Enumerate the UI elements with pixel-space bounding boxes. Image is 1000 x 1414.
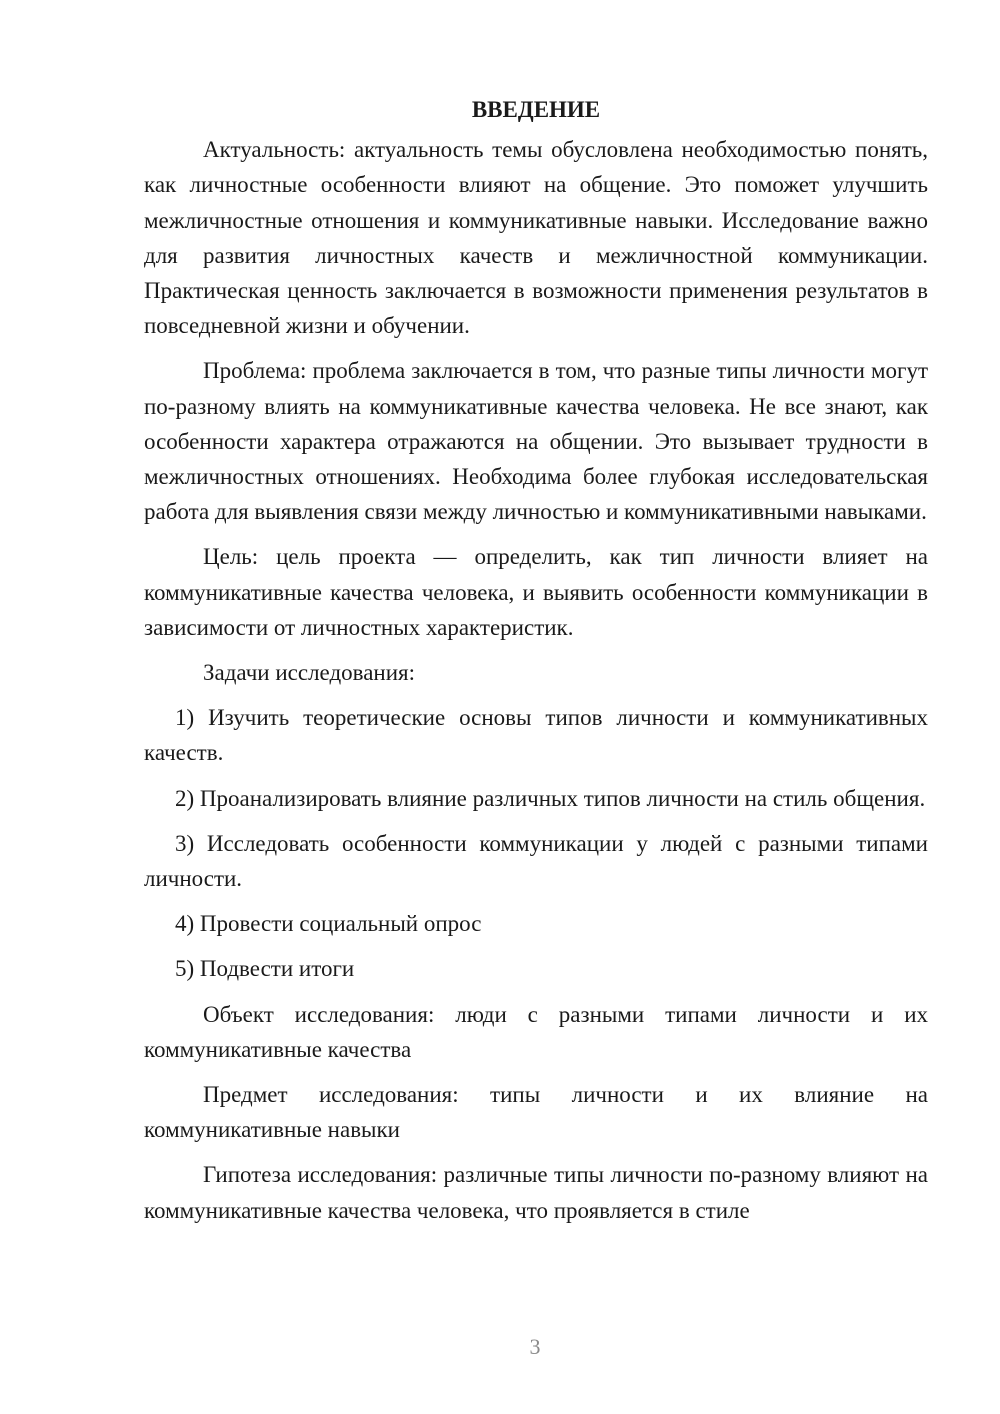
- paragraph-subject: Предмет исследования: типы личности и их влияние на коммуникативные навыки: [144, 1082, 928, 1143]
- task-item-3: 3) Исследовать особенности коммуникации у людей с разными типами личности.: [144, 830, 928, 892]
- paragraph-tasks-heading: Задачи исследования:: [203, 660, 416, 686]
- paragraph-object: Объект исследования: люди с разными типами личности и их коммуникативные качества: [144, 1001, 928, 1062]
- paragraph-hypothesis: Гипотеза исследования: различные типы личности по-разному влияют на коммуникативные качества человека, что проявляется в стиле: [144, 1162, 928, 1223]
- paragraph-problem: Проблема: проблема заключается в том, что разные типы личности могут по-разному влиять на коммуникативные качества человека. Не все знают, как особенности характера отражаются на общении. Это вызывает трудности в межличностных отношениях. Необходима более глубокая исследовательская работа для выявления связи между личностью и коммуникативными навыками.: [144, 358, 928, 525]
- paragraph-goal: Цель: цель проекта — определить, как тип личности влияет на коммуникативные качества человека, и выявить особенности коммуникации в зависимости от личностных характеристик.: [144, 544, 928, 640]
- page-content: [144, 92, 928, 1238]
- task-item-1: 1) Изучить теоретические основы типов личности и коммуникативных качеств.: [144, 705, 928, 766]
- task-item-5: 5) Подвести итоги: [175, 956, 355, 982]
- page-number: 3: [529, 1334, 541, 1359]
- paragraph-relevance: Актуальность: актуальность темы обусловлена необходимостью понять, как личностные особенности влияют на общение. Это поможет улучшить межличностные отношения и коммуникативные навыки. Исследование важно для развития личностных качеств и межличностной коммуникации. Практическая ценность заключается в возможности применения результатов в повседневной жизни и обучении.: [144, 137, 928, 339]
- page-title: ВВЕДЕНИЕ: [471, 97, 601, 122]
- task-item-4: 4) Провести социальный опрос: [175, 911, 482, 937]
- task-item-2: 2) Проанализировать влияние различных типов личности на стиль общения.: [175, 785, 926, 811]
